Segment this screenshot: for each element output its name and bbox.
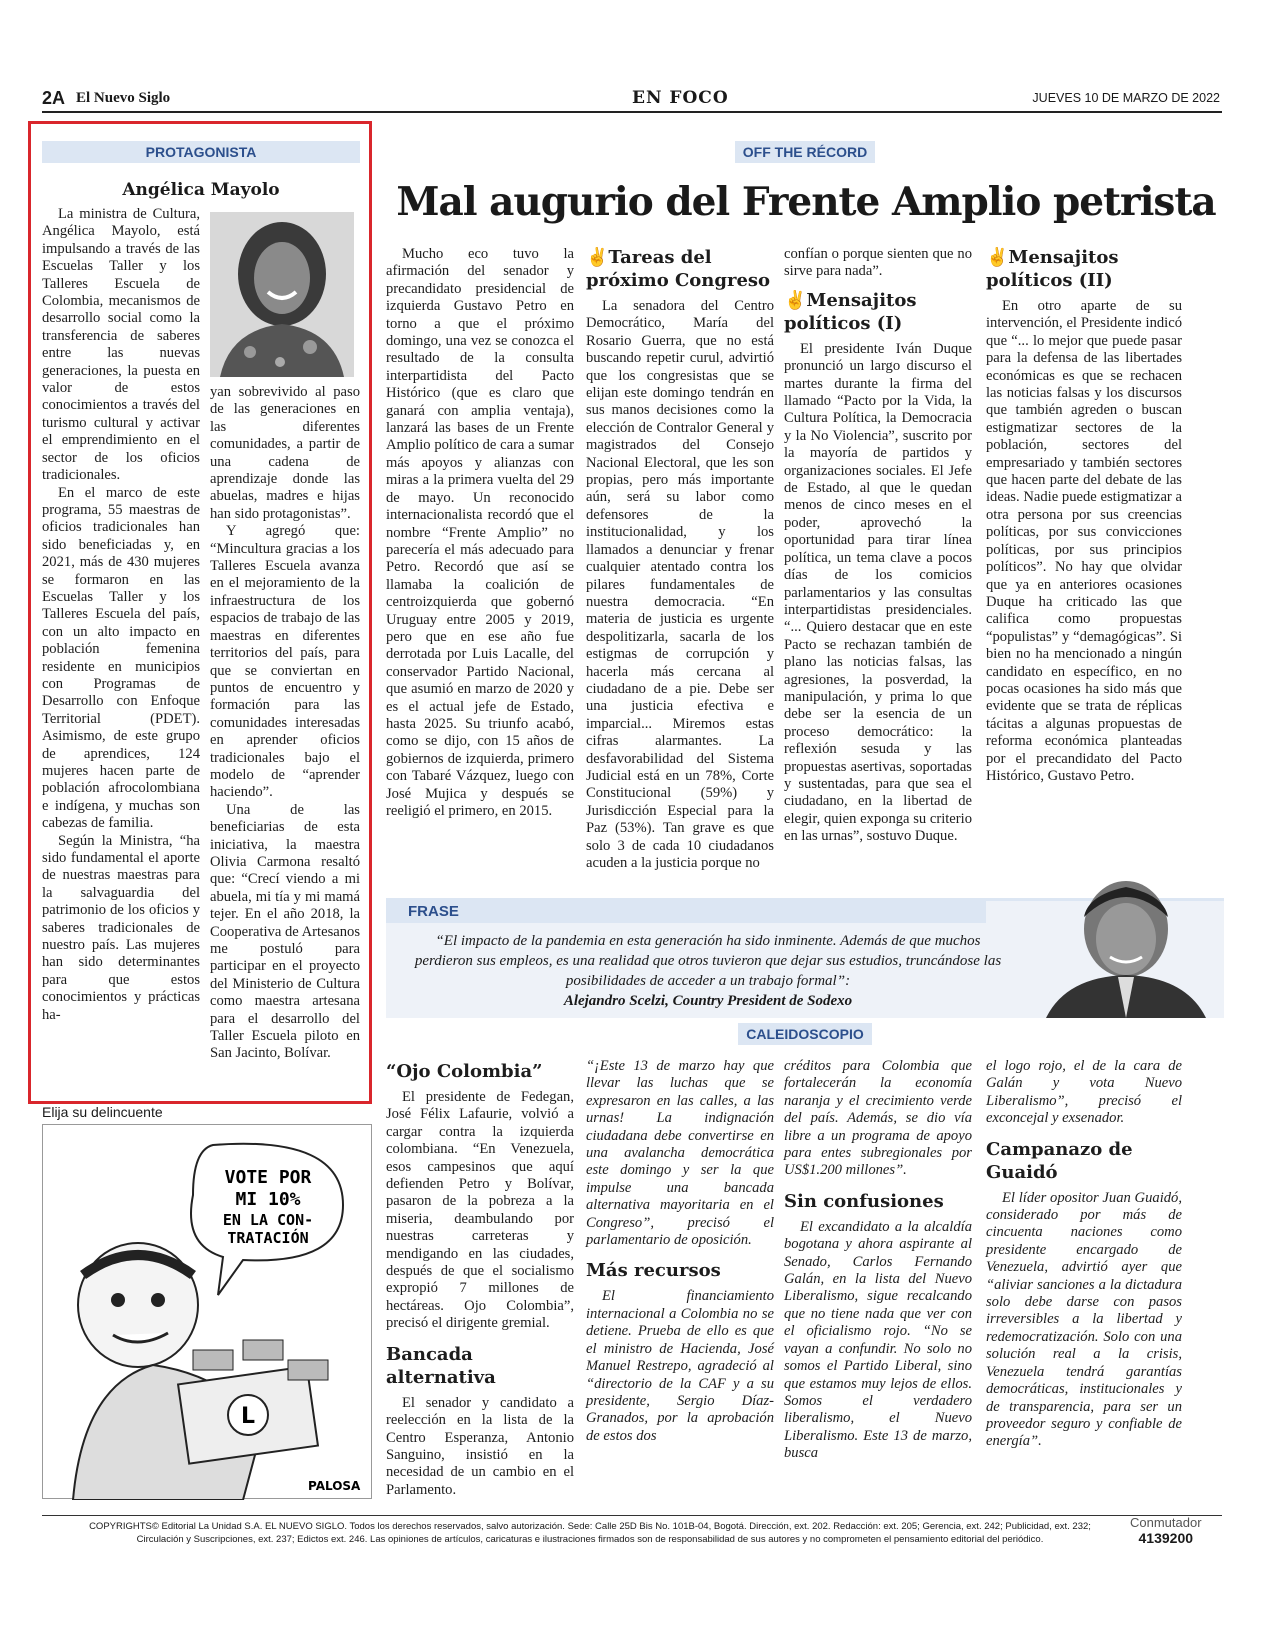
paragraph: La ministra de Cultura, Angélica Mayolo, está impulsando a través de las Escuelas Taller y los Talleres Escuela de Colombia, mecanismos de desarrollo social como la transferencia de saberes entre las nuevas generaciones, la puesta en valor de estos conocimientos a través del turismo cultural y activar el emprendimiento en el sector de los oficios tradicionales. bbox=[42, 206, 200, 484]
frase-quote: “El impacto de la pandemia en esta generación ha sido inminente. Además de que muchos perdieron sus empleos, es una realidad que otros tuvieron que dejar sus estudios, truncándose las posibilidades de acceder a un trabajo formal”: bbox=[414, 933, 1002, 989]
cartoon bbox=[42, 1124, 372, 1499]
victory-hand-icon: ✌ bbox=[586, 247, 609, 268]
victory-hand-icon: ✌ bbox=[784, 289, 807, 311]
subhead-mensajitos-1 bbox=[784, 289, 972, 335]
offrecord-headline: Mal augurio del Frente Amplio petrista bbox=[396, 179, 1216, 225]
paragraph: El presidente Iván Duque pronunció un largo discurso el martes durante la firma del llamado “Pacto por la Vida, la Cultura Política, la Democracia y la No Violencia”, suscrito por la mayoría de partidos y organizaciones sociales. El Jefe de Estado, al que le quedan menos de cinco meses en el poder, aprovechó la oportunidad para tirar línea política, un tema clave a pocos días de los comicios parlamentarios y las consultas interpartidistas presidenciales. “... Quiero destacar que en este Pacto se rechazan también de plano las noticias falsas, las agresiones, la posverdad, la manipulación, y prima lo que debe ser la esencia de un proceso democrático: la reflexión sesuda y las propuestas asertivas, soportadas y sustentadas, para que sea el ciudadano, en la libertad de elegir, quien exponga su criterio en las urnas”, sostuvo Duque. bbox=[784, 340, 972, 845]
paragraph: En otro aparte de su intervención, el Presidente indicó que “... lo mejor que puede pasar para la defensa de las libertades económicas es que se rechacen las noticias falsas y los discursos que también agreden o buscan estigmatizar sectores de la población, sectores del empresariado y también sectores que hacen parte del debate de las ideas. Nadie puede estigmatizar a otra persona por sus creencias políticas, por sus convicciones políticas, por sus principios políticos”. No hay que olvidar que ya en anteriores ocasiones Duque ha criticado las que califica como propuestas “populistas” y “demagógicas”. Si bien no ha mencionado a ningún candidato en específico, en no pocas ocasiones ha sido más que evidente que se trata de réplicas tácitas a algunas propuestas de reforma económica planteadas por el precandidato del Pacto Histórico, Gustavo Petro. bbox=[986, 298, 1182, 784]
subhead-sin-confusiones: Sin confusiones bbox=[784, 1190, 944, 1212]
switchboard-label: Conmutador bbox=[1130, 1515, 1202, 1530]
paragraph: confían o porque sienten que no sirve para nada”. bbox=[784, 246, 972, 280]
victory-hand-icon: ✌ bbox=[986, 247, 1009, 268]
subhead-ojo-colombia: “Ojo Colombia” bbox=[386, 1061, 543, 1082]
frase-author: Alejandro Scelzi, Country President de Sodexo bbox=[563, 993, 853, 1009]
paragraph: En el marco de este programa, 55 maestras de oficios tradicionales han sido beneficiadas y, en 2021, más de 430 mujeres se formaron en las Escuelas Taller y los Talleres Escuela del país, con un alto impacto en población femenina residente en municipios con Programas de Desarrollo con Enfoque Territorial (PDET). Asimismo, de este grupo de aprendices, 124 mujeres hacen parte de población afrocolombiana e indígena, y muchas son cabezas de familia. bbox=[42, 484, 200, 832]
paragraph: El excandidato a la alcaldía bogotana y ahora aspirante al Senado, Carlos Fernando Galán, en la lista del Nuevo Liberalismo, sigue recalcando que no tiene nada que ver con el oficialismo rojo. “No se vayan a confundir. No solo no somos el Partido Liberal, sino que estamos muy lejos de ellos. Somos el verdadero liberalismo, el Nuevo Liberalismo. Este 13 de marzo, busca bbox=[784, 1218, 972, 1462]
subhead-tareas bbox=[586, 246, 774, 292]
offrecord-col3 bbox=[784, 246, 972, 846]
paragraph: Mucho eco tuvo la afirmación del senador y precandidato presidencial de izquierda Gustavo Petro en torno a que el próximo domingo, una vez se conozca el resultado de la consulta interpartidista del Pacto Histórico (que es claro que ganará con amplia ventaja), lanzará las bases de un Frente Amplio político de cara a sumar más apoyos y alianzas con miras a la primera vuelta del 29 de mayo. Un reconocido internacionalista recordó que el nombre “Frente Amplio” no parecería el más adecuado para Petro. Recordó que así se llamaba la coalición de centroizquierda que gobernó Uruguay entre 2005 y 2019, pero que en ese año fue derrotada por Luis Lacalle, del conservador Partido Nacional, que asumió en marzo de 2020 y es el actual jefe de Estado, hasta 2025. Su triunfo acabó, como se dijo, con 15 años de gobiernos de izquierda, primero con Tabaré Vázquez, luego con José Mujica y después se reeligió el primero, en 2015. bbox=[386, 246, 574, 819]
caleidoscopio-col3 bbox=[784, 1058, 972, 1463]
cartoon-sign-text-3: EN LA CON- bbox=[222, 1211, 314, 1229]
offrecord-col4 bbox=[986, 244, 1182, 785]
subhead-text: Mensajitos políticos (II) bbox=[986, 247, 1119, 291]
paragraph: Una de las beneficiarias de esta iniciativa, la maestra Olivia Carmona resaltó que: “Crecí viendo a mi abuela, mi tía y mi mamá tejer. En el año 2018, la Cooperativa de Artesanos me postuló para participar en el proyecto del Ministerio de Cultura como maestra artesana para el desarrollo del Taller Escuela piloto en San Jacinto, Bolívar. bbox=[210, 801, 360, 1062]
caleidoscopio-col2 bbox=[586, 1058, 774, 1445]
cartoon-bag-letter: L bbox=[240, 1404, 256, 1429]
paragraph: Y agregó que: “Mincultura gracias a los Talleres Escuela avanza en el mejoramiento de la infraestructura de los espacios de trabajo de las maestras en diferentes territorios del país, para que se conviertan en puntos de encuentro y formación para las comunidades interesadas en aprender oficios tradicionales bajo el modelo de “aprender haciendo”. bbox=[210, 523, 360, 801]
paragraph: el logo rojo, el de la cara de Galán y vota Nuevo Liberalismo”, precisó el exconcejal y exsenador. bbox=[986, 1058, 1182, 1127]
paragraph: “¡Este 13 de marzo hay que llevar las luchas que se expresaron en las calles, a las urnas! La indignación ciudadana debe convertirse en una avalancha democrática este domingo y ser la que impulse una bancada alternativa mayoritaria en el Congreso”, precisó el parlamentario de oposición. bbox=[586, 1058, 774, 1249]
subhead-text: Mensajitos políticos (I) bbox=[784, 289, 917, 334]
page-header bbox=[42, 88, 1232, 110]
footer-line-1: COPYRIGHTS© Editorial La Unidad S.A. EL NUEVO SIGLO. Todos los derechos reservados, salvo autorización. Sede: Calle 25D Bis No. 101B-04, Bogotá. Dirección, ext. 202. Redacción: ext. 205; Gerencia, ext. 242; Publicidad, ext. 232; bbox=[89, 1521, 1091, 1532]
cartoon-sign-text-4: TRATACIÓN bbox=[227, 1229, 309, 1247]
caleidoscopio-tag-bar bbox=[386, 1023, 1224, 1045]
cartoon-caption: Elija su delincuente bbox=[42, 1104, 163, 1120]
protagonista-col1-part1 bbox=[42, 206, 200, 1024]
issue-date: JUEVES 10 DE MARZO DE 2022 bbox=[1032, 91, 1220, 105]
frase-box bbox=[386, 898, 1224, 1018]
caleidoscopio-tag: CALEIDOSCOPIO bbox=[738, 1023, 871, 1045]
offrecord-tag: OFF THE RÉCORD bbox=[735, 141, 875, 163]
protagonista-col2 bbox=[210, 384, 360, 1063]
paragraph: La senadora del Centro Democrático, María del Rosario Guerra, que no está buscando repetir curul, advirtió que los congresistas que se elijan este domingo tendrán en sus manos decisiones como la elección de Contralor General y magistrados del Consejo Nacional Electoral, que les son propias, pero más importante aún, será su labor como defensores de la institucionalidad, y los llamados a denunciar y frenar cualquier atentado contra los pilares fundamentales de nuestra democracia. “En materia de justicia es urgente despolitizarla, sacarla de los estigmas de corrupción y hacerla más cercana al ciudadano de a pie. Debe ser una justicia efectiva e imparcial... Miremos estas cifras alarmantes. La desfavorabilidad del Sistema Judicial está en un 78%, Corte Constitucional (59%) y Jurisdicción Especial para la Paz (53%). Tan grave es que solo 3 de cada 10 ciudadanos acuden a la justicia porque no bbox=[586, 298, 774, 871]
caleidoscopio-col4 bbox=[986, 1058, 1182, 1451]
offrecord-col2 bbox=[586, 244, 774, 872]
header-rule bbox=[42, 111, 1222, 113]
protagonista-photo bbox=[210, 212, 354, 377]
switchboard bbox=[1130, 1515, 1202, 1546]
page-number: 2A bbox=[42, 88, 66, 108]
subhead-campanazo: Campanazo de Guaidó bbox=[986, 1138, 1133, 1183]
paper-name: El Nuevo Siglo bbox=[76, 90, 171, 106]
cartoon-sign-text-2: MI 10% bbox=[235, 1189, 301, 1210]
offrecord-col1 bbox=[386, 246, 574, 820]
protagonista-name: Angélica Mayolo bbox=[122, 180, 280, 200]
subhead-mas-recursos: Más recursos bbox=[586, 1260, 721, 1282]
paragraph: El senador y candidato a reelección en la lista de la Centro Esperanza, Antonio Sanguino, insistió en la necesidad de un cambio en el Parlamento. bbox=[386, 1394, 574, 1498]
offrecord-tag-bar bbox=[386, 141, 1224, 163]
protagonista-tag: PROTAGONISTA bbox=[42, 141, 360, 163]
frase-author-photo bbox=[1026, 877, 1222, 1018]
paragraph: El líder opositor Juan Guaidó, considerado por más de cincuenta naciones como presidente encargado de Venezuela, advirtió ayer que “aliviar sanciones a la dictadura solo debe darse con pasos irreversibles a la libertad y redemocratización. Solo con una solución real a la crisis, Venezuela tendrá garantías democráticas, institucionales y de transparencia, para ser un proveedor seguro y confiable de energía”. bbox=[986, 1189, 1182, 1450]
cartoon-sign-text-1: VOTE POR bbox=[224, 1167, 312, 1188]
switchboard-number: 4139200 bbox=[1138, 1530, 1194, 1546]
paragraph: El financiamiento internacional a Colombia no se detiene. Prueba de ello es que el ministro de Hacienda, José Manuel Restrepo, agradeció al “directorio de la CAF y a su presidente, Sergio Díaz-Granados, por la aprobación de estos dos bbox=[586, 1288, 774, 1444]
subhead-bancada: Bancada alternativa bbox=[386, 1343, 496, 1388]
footer-line-2: Circulación y Suscripciones, ext. 237; Edictos ext. 246. Las opiniones de artículos, caricaturas e ilustraciones firmados son de responsabilidad de sus autores y no comprometen el pensamiento editorial del periódico. bbox=[136, 1534, 1044, 1545]
paragraph: créditos para Colombia que fortalecerán la economía naranja y el crecimiento verde del país. Además, se dio vía libre a un programa de apoyo para entes subregionales por US$1.200 millones”. bbox=[784, 1058, 972, 1179]
subhead-mensajitos-2 bbox=[986, 246, 1182, 292]
paragraph: El presidente de Fedegan, José Félix Lafaurie, volvió a cargar contra la izquierda colombiana. “En Venezuela, esos campesinos que aquí defienden Petro y Bolívar, pasaron de la pobreza a la miseria, deambulando por nuestras carreteras y mendigando en las ciudades, después de que el socialismo expropió 7 millones de hectáreas. Ojo Colombia”, precisó el dirigente gremial. bbox=[386, 1089, 574, 1332]
caleidoscopio-col1 bbox=[386, 1058, 574, 1499]
section-title: EN FOCO bbox=[632, 88, 729, 108]
frase-tag: FRASE bbox=[386, 901, 986, 923]
paragraph: Según la Ministra, “ha sido fundamental el aporte de nuestras maestras para la salvaguardia del patrimonio de los oficios y saberes tradicionales de nuestro país. Las mujeres han sido determinantes para que estos conocimientos y prácticas ha- bbox=[42, 832, 200, 1023]
footer-rule bbox=[42, 1515, 1222, 1516]
cartoon-signature: PALOSA bbox=[308, 1479, 361, 1493]
subhead-text: Tareas del próximo Congreso bbox=[586, 247, 771, 291]
paragraph: yan sobrevivido al paso de las generaciones en las diferentes comunidades, a partir de una cadena de aprendizaje donde las abuelas, madres e hijas han sido protagonistas”. bbox=[210, 384, 360, 522]
footer-credits bbox=[60, 1520, 1120, 1546]
